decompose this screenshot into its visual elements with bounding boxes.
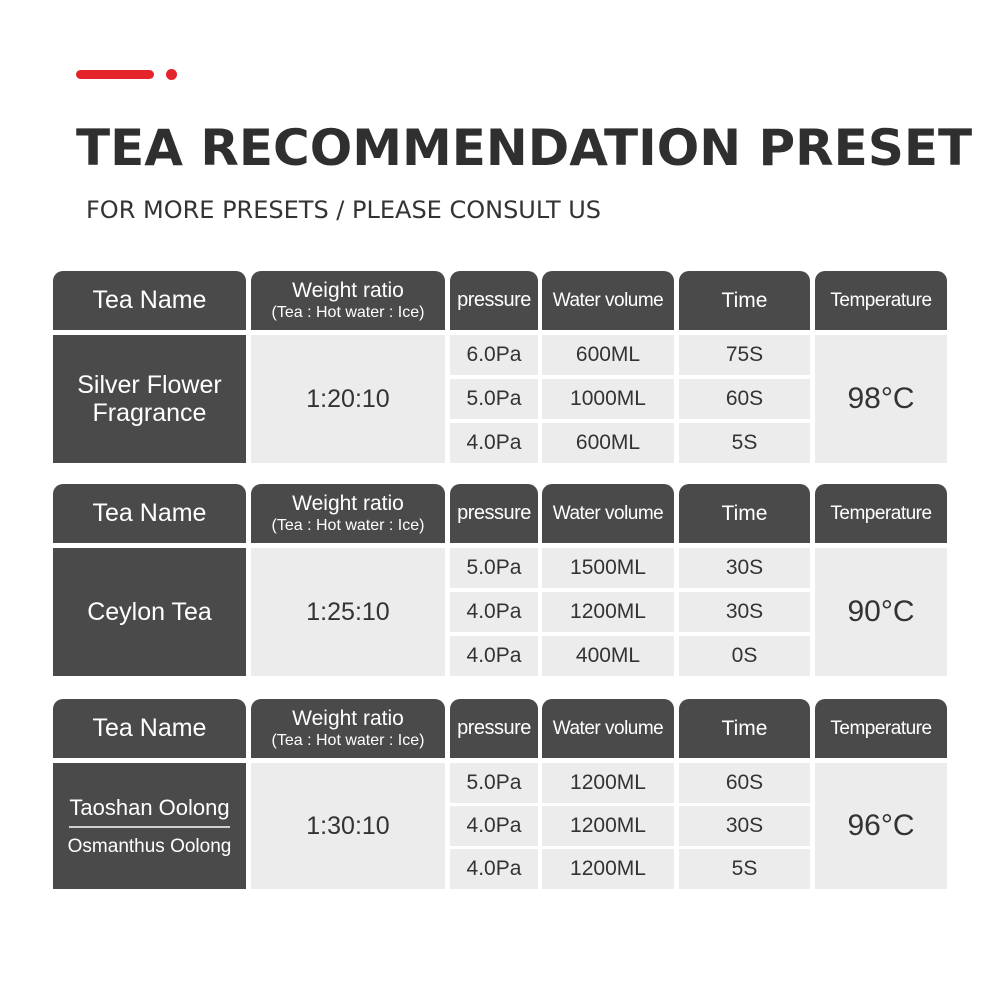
tea-name: Fragrance <box>92 399 207 427</box>
pressure-value: 4.0Pa <box>450 423 538 463</box>
header-weight-ratio <box>251 484 445 543</box>
tea-name: Ceylon Tea <box>87 598 212 626</box>
accent-bar <box>76 70 154 79</box>
time-value: 75S <box>679 335 810 375</box>
water-volume-value: 1000ML <box>542 379 674 419</box>
header-weight-ratio-label: Weight ratio <box>292 706 404 730</box>
header-water-volume: Water volume <box>542 699 674 758</box>
header-weight-ratio-sub: (Tea : Hot water : Ice) <box>271 303 425 321</box>
header-pressure: pressure <box>450 484 538 543</box>
header-time: Time <box>679 484 810 543</box>
header-pressure: pressure <box>450 271 538 330</box>
water-volume-value: 600ML <box>542 423 674 463</box>
time-value: 60S <box>679 763 810 803</box>
header-water-volume: Water volume <box>542 271 674 330</box>
time-value: 30S <box>679 548 810 588</box>
pressure-value: 4.0Pa <box>450 592 538 632</box>
header-time: Time <box>679 699 810 758</box>
pressure-value: 5.0Pa <box>450 548 538 588</box>
time-value: 60S <box>679 379 810 419</box>
water-volume-value: 1500ML <box>542 548 674 588</box>
header-time: Time <box>679 271 810 330</box>
pressure-value: 4.0Pa <box>450 636 538 676</box>
time-value: 5S <box>679 423 810 463</box>
tea-name: Osmanthus Oolong <box>67 835 232 857</box>
tea-name: Taoshan Oolong <box>69 795 229 828</box>
tea-name-cell <box>53 548 246 676</box>
water-volume-value: 1200ML <box>542 592 674 632</box>
pressure-value: 4.0Pa <box>450 849 538 889</box>
accent-dot <box>166 69 177 80</box>
time-value: 30S <box>679 806 810 846</box>
header-temperature: Temperature <box>815 271 947 330</box>
header-weight-ratio-sub: (Tea : Hot water : Ice) <box>271 516 425 534</box>
tea-name-cell <box>53 335 246 463</box>
header-tea-name: Tea Name <box>53 271 246 330</box>
pressure-value: 4.0Pa <box>450 806 538 846</box>
header-weight-ratio-label: Weight ratio <box>292 278 404 302</box>
water-volume-value: 600ML <box>542 335 674 375</box>
header-weight-ratio <box>251 699 445 758</box>
header-pressure: pressure <box>450 699 538 758</box>
weight-ratio-value: 1:30:10 <box>251 763 445 889</box>
temperature-value: 98°C <box>815 335 947 463</box>
tea-name: Silver Flower <box>77 371 222 399</box>
accent-decoration <box>0 0 1000 100</box>
water-volume-value: 400ML <box>542 636 674 676</box>
time-value: 30S <box>679 592 810 632</box>
water-volume-value: 1200ML <box>542 806 674 846</box>
water-volume-value: 1200ML <box>542 849 674 889</box>
header-water-volume: Water volume <box>542 484 674 543</box>
weight-ratio-value: 1:20:10 <box>251 335 445 463</box>
page-title: TEA RECOMMENDATION PRESET <box>76 119 973 177</box>
page-subtitle: FOR MORE PRESETS / PLEASE CONSULT US <box>86 196 602 224</box>
header-temperature: Temperature <box>815 699 947 758</box>
header-temperature: Temperature <box>815 484 947 543</box>
pressure-value: 5.0Pa <box>450 379 538 419</box>
weight-ratio-value: 1:25:10 <box>251 548 445 676</box>
temperature-value: 96°C <box>815 763 947 889</box>
header-tea-name: Tea Name <box>53 699 246 758</box>
header-tea-name: Tea Name <box>53 484 246 543</box>
tea-name-cell <box>53 763 246 889</box>
time-value: 0S <box>679 636 810 676</box>
time-value: 5S <box>679 849 810 889</box>
header-weight-ratio <box>251 271 445 330</box>
header-weight-ratio-label: Weight ratio <box>292 491 404 515</box>
header-weight-ratio-sub: (Tea : Hot water : Ice) <box>271 731 425 749</box>
pressure-value: 6.0Pa <box>450 335 538 375</box>
temperature-value: 90°C <box>815 548 947 676</box>
pressure-value: 5.0Pa <box>450 763 538 803</box>
water-volume-value: 1200ML <box>542 763 674 803</box>
